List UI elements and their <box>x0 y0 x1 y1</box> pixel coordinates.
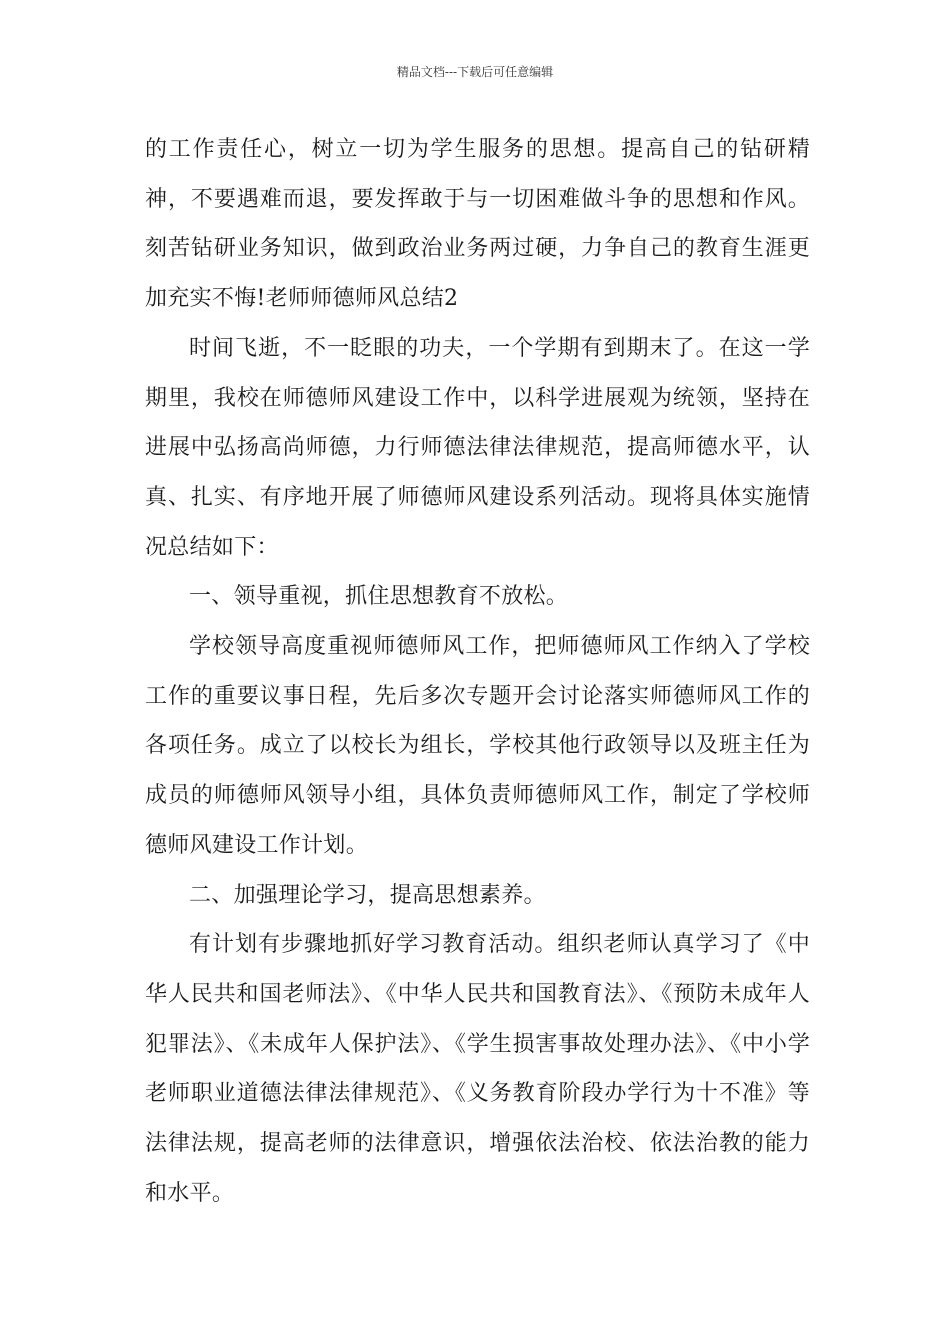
section-heading-2: 二、加强理论学习，提高思想素养。 <box>189 882 546 908</box>
document-body <box>145 125 810 1218</box>
section-heading-1: 一、领导重视，抓住思想教育不放松。 <box>189 584 569 610</box>
paragraph-leadership: 学校领导高度重视师德师风工作，把师德师风工作纳入了学校工作的重要议事日程，先后多次专题开会讨论落实师德师风工作的各项任务。成立了以校长为组长，学校其他行政领导以及班主任为成员的师德师风领导小组，具体负责师德师风工作，制定了学校师德师风建设工作计划。 <box>145 634 810 858</box>
page-header: 精品文档---下载后可任意编辑 <box>396 65 554 79</box>
paragraph-summary-intro: 时间飞逝，不一眨眼的功夫，一个学期有到期末了。在这一学期里，我校在师德师风建设工作中，以科学进展观为统领，坚持在进展中弘扬高尚师德，力行师德法律法律规范，提高师德水平，认真、扎实、有序地开展了师德师风建设系列活动。现将具体实施情况总结如下： <box>145 335 810 560</box>
paragraph-study: 有计划有步骤地抓好学习教育活动。组织老师认真学习了《中华人民共和国老师法》、《中华人民共和国教育法》、《预防未成年人犯罪法》、《未成年人保护法》、《学生损害事故处理办法》、《中小学老师职业道德法律法律规范》、《义务教育阶段办学行为十不准》等法律法规，提高老师的法律意识，增强依法治校、依法治教的能力和水平。 <box>145 932 810 1206</box>
paragraph-continuation: 的工作责任心，树立一切为学生服务的思想。提高自己的钻研精神，不要遇难而退，要发挥敢于与一切困难做斗争的思想和作风。刻苦钻研业务知识，做到政治业务两过硬，力争自己的教育生涯更加充实不悔!老师师德师风总结2 <box>145 137 810 312</box>
